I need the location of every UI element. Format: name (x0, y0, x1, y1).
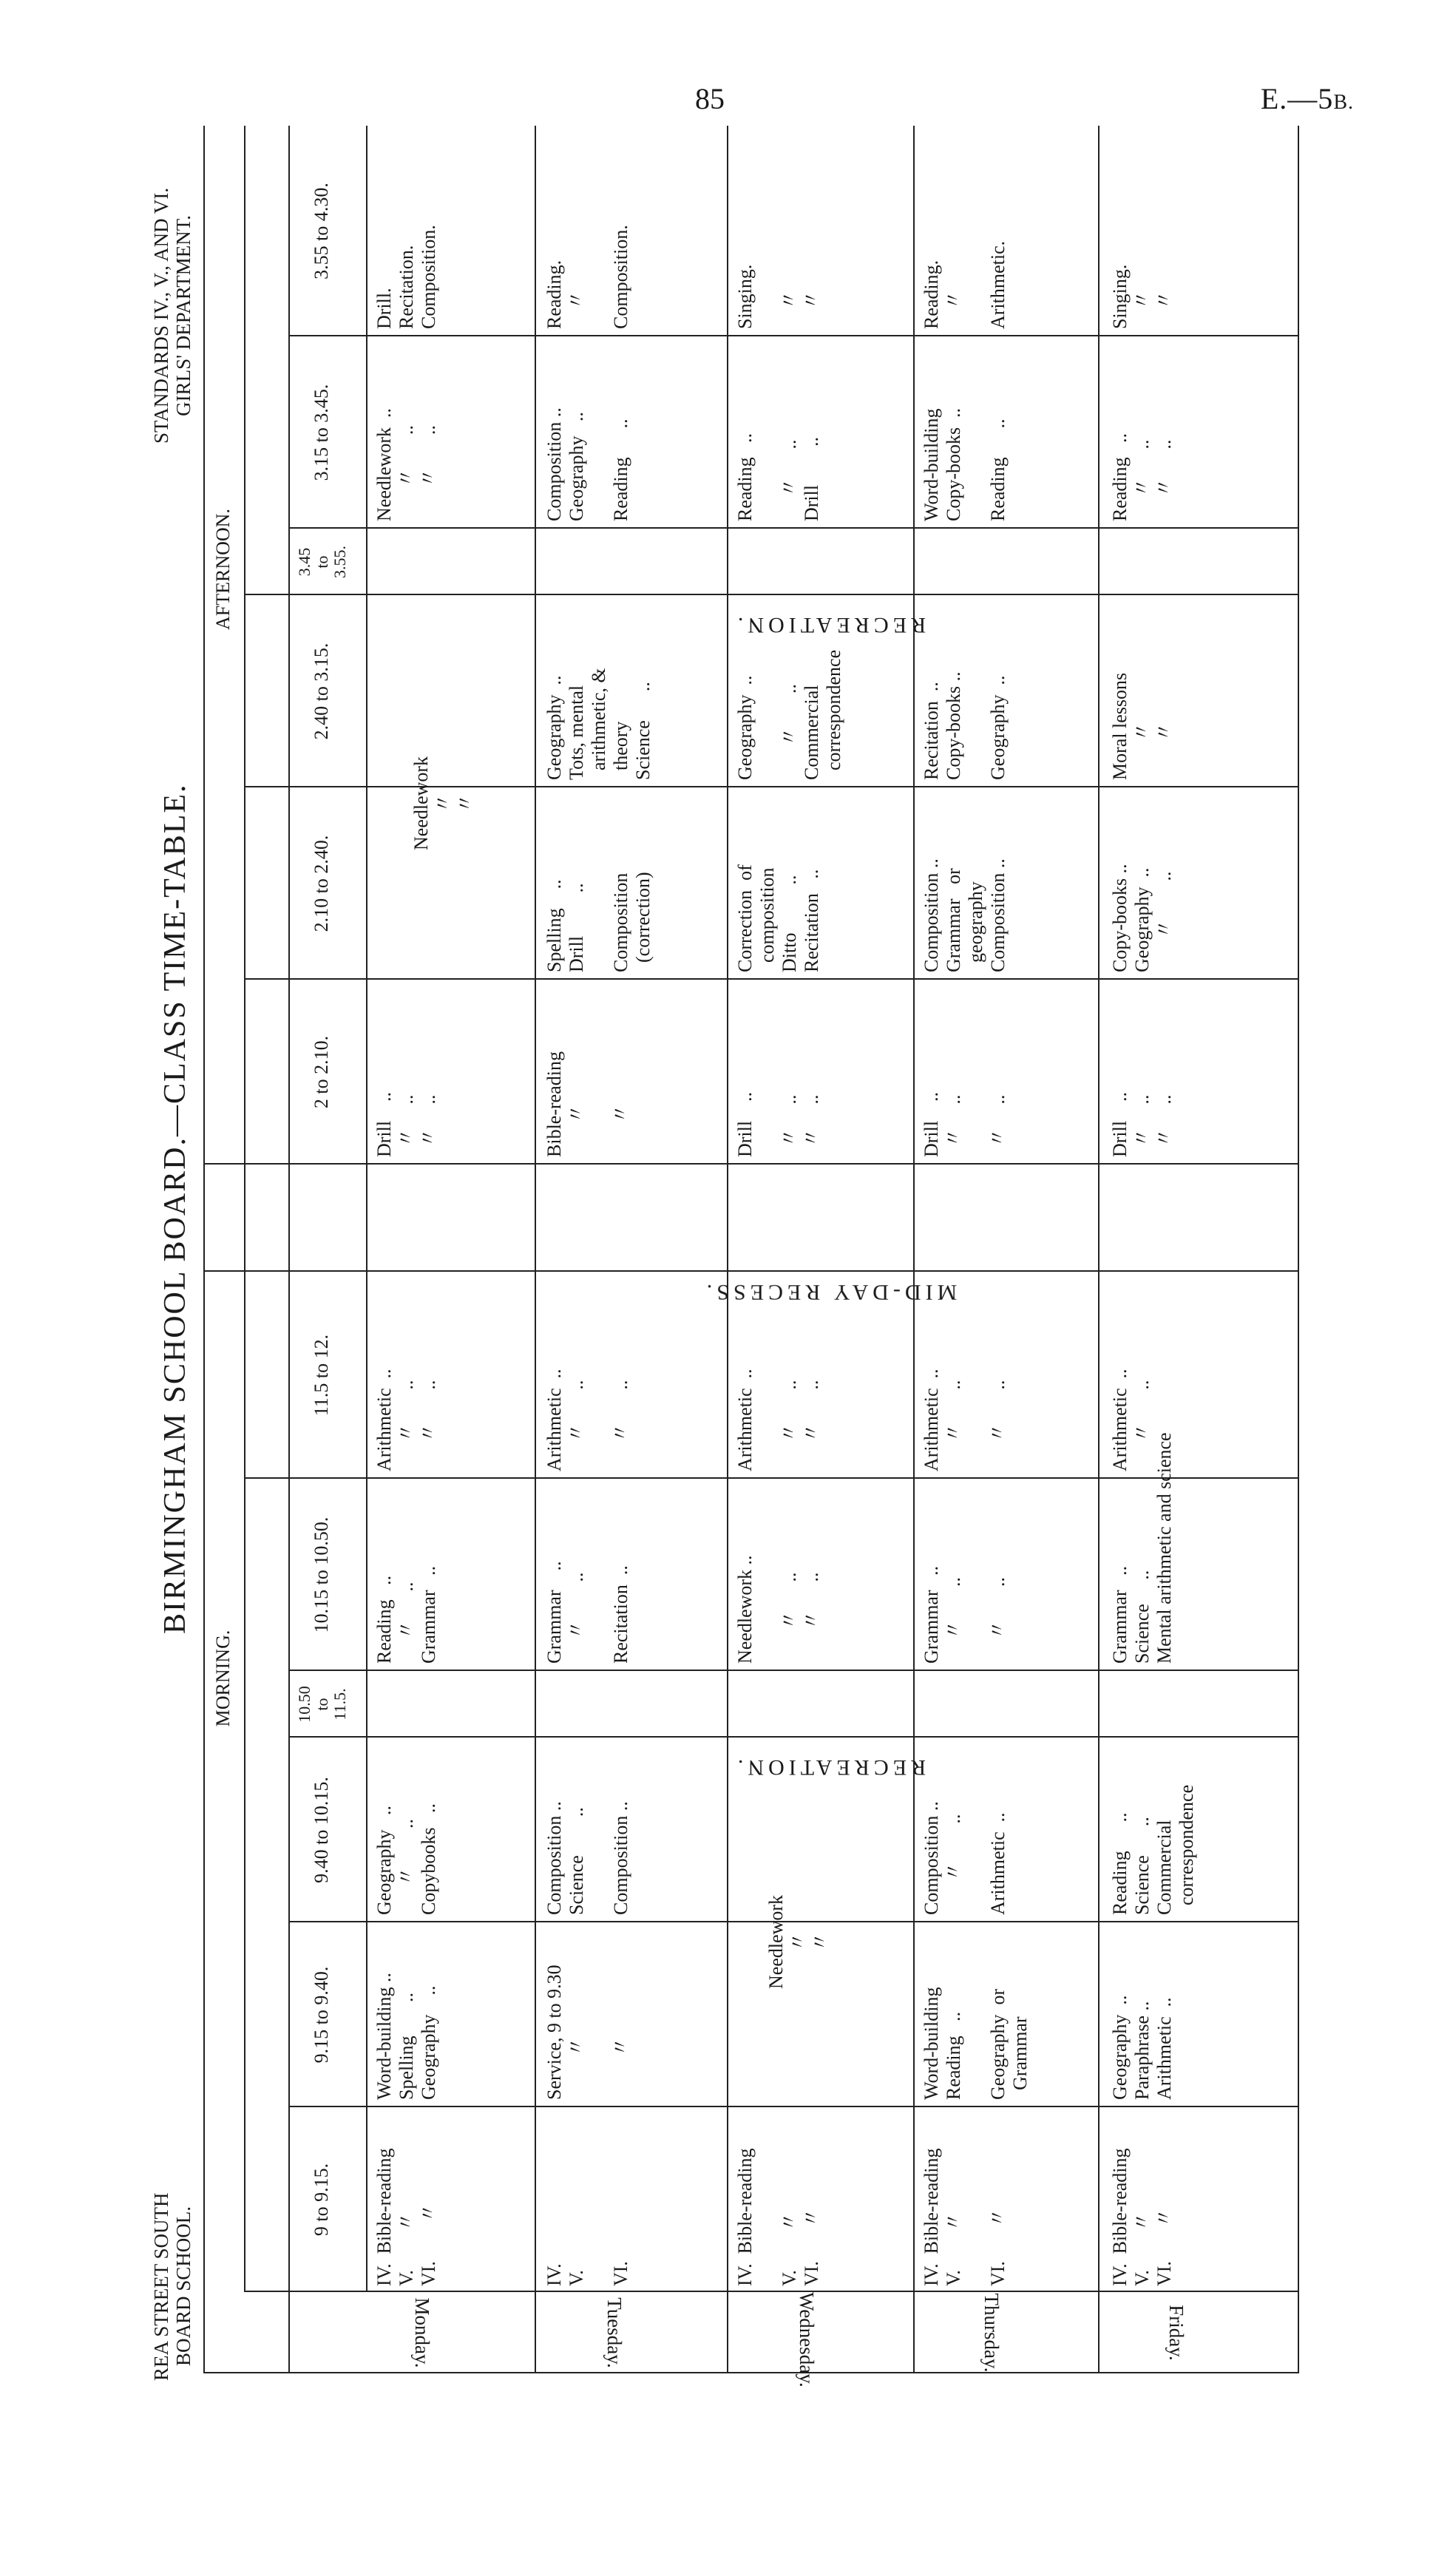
cell-mon-t5: Reading .. 〃 .. Grammar .. (373, 1565, 439, 1664)
cell-wed-t8: Correction of composition Ditto .. Recitation .. (734, 864, 822, 972)
cell-thu-t9: Recitation .. Copy-books .. Geography .. (921, 671, 1009, 780)
timetable-sheet (129, 126, 1305, 2403)
page-code (1261, 81, 1354, 116)
cell-tue-t8: Spelling .. Drill .. Composition (correction) (543, 872, 654, 972)
cell-fri-t11: Reading .. 〃 .. 〃 .. (1109, 433, 1175, 521)
frame-left (203, 2372, 1298, 2373)
col-sep-6 (203, 1270, 1298, 1272)
cell-thu-t3: Composition .. 〃 .. Arithmetic .. (921, 1801, 1009, 1915)
cell-tue-t7: Bible-reading 〃 〃 (543, 1051, 631, 1157)
day-thursday: Thursday. (980, 2293, 1003, 2373)
cell-tue-t2: Service, 9 to 9.30 〃 〃 (543, 1965, 631, 2100)
cell-tue-t12: Reading. 〃 Composition. (543, 225, 631, 329)
time-header-7: 2 to 2.10. (311, 1035, 332, 1109)
row-sep-1 (535, 126, 536, 2373)
afternoon-header: AFTERNOON. (212, 509, 234, 630)
day-monday: Monday. (411, 2297, 433, 2368)
header-rule-1 (288, 126, 290, 2373)
school-line-2: BOARD SCHOOL. (172, 2206, 194, 2366)
cell-fri-t6: Arithmetic .. 〃 .. (1109, 1369, 1153, 1471)
header-rule-2 (244, 126, 245, 2292)
cell-wed-t7: Drill .. 〃 .. 〃 .. (734, 1091, 822, 1157)
cell-fri-t1: IV. Bible-reading V. 〃 VI. 〃 (1109, 2148, 1175, 2286)
cell-thu-t8: Composition .. Grammar or geography Composition .. (921, 858, 1009, 972)
row-sep-4 (1098, 126, 1100, 2373)
page-code-prefix: E.—5 (1260, 82, 1334, 115)
time-header-8: 2.10 to 2.40. (311, 835, 332, 932)
cell-mon-t3: Geography .. 〃 .. Copybooks .. (373, 1803, 439, 1915)
page-code-suffix: B. (1333, 91, 1354, 114)
midday-recess-label: MID-DAY RECESS. (702, 1280, 958, 1305)
time-header-6: 11.5 to 12. (311, 1334, 332, 1417)
cell-fri-t12: Singing. 〃 〃 (1109, 264, 1175, 329)
cell-tue-t3: Composition .. Science .. Composition .. (543, 1801, 631, 1915)
cell-fri-t3: Reading .. Science .. Commercial correspondence (1109, 1784, 1197, 1915)
cell-thu-t1: IV. Bible-reading V. 〃 VI. 〃 (921, 2148, 1009, 2286)
recreation-afternoon-label: RECREATION. (733, 613, 926, 638)
col-sep-4 (288, 1670, 1298, 1671)
time-header-10b: to (313, 555, 331, 569)
cell-wed-t5: Needlework .. 〃 .. 〃 .. (734, 1555, 822, 1664)
col-sep-8 (244, 978, 1298, 980)
time-header-12: 3.55 to 4.30. (311, 183, 332, 279)
day-tuesday: Tuesday. (603, 2297, 626, 2368)
cell-thu-t2: Word-building Reading .. Geography or Grammar (921, 1987, 1031, 2100)
time-header-2: 9.15 to 9.40. (311, 1966, 332, 2064)
cell-mon-t8-9: Needlework 〃 〃 (410, 756, 476, 850)
header-rule-3 (366, 126, 367, 2292)
time-header-10 (296, 529, 349, 595)
time-header-9: 2.40 to 3.15. (311, 643, 332, 740)
col-sep-12 (288, 335, 1298, 336)
cell-tue-t1: IV. V. VI. (543, 2261, 631, 2286)
cell-wed-t12: Singing. 〃 〃 (734, 264, 822, 329)
cell-fri-t9: Moral lessons 〃 〃 (1109, 672, 1175, 780)
cell-wed-t11: Reading .. 〃 .. Drill .. (734, 433, 822, 521)
school-line-1: REA STREET SOUTH (150, 2192, 172, 2381)
cell-wed-t6: Arithmetic .. 〃 .. 〃 .. (734, 1369, 822, 1471)
recreation-morning (733, 1671, 926, 1780)
school-name (150, 2192, 194, 2381)
cell-thu-t11: Word-building Copy-books .. Reading .. (921, 407, 1009, 521)
recreation-afternoon (733, 529, 926, 638)
frame-bottom (1298, 126, 1299, 2373)
cell-mon-t2: Word-building .. Spelling .. Geography .. (373, 1973, 439, 2100)
cell-fri-t5: Grammar .. Science .. Mental arithmetic and science (1109, 1432, 1175, 1664)
time-header-5: 10.15 to 10.50. (311, 1516, 332, 1633)
frame-top (203, 126, 205, 2373)
col-sep-1 (288, 2106, 1298, 2107)
col-sep-3 (288, 1736, 1298, 1738)
cell-mon-t1: IV. Bible-reading V. 〃 VI. 〃 (373, 2148, 439, 2286)
cell-wed-t9: Geography .. 〃 .. Commercial correspondence (734, 649, 844, 780)
time-header-10a: 3.45 (295, 547, 314, 577)
cell-thu-t12: Reading. 〃 Arithmetic. (921, 240, 1009, 329)
time-header-4a: 10.50 (295, 1686, 314, 1723)
recreation-morning-label: RECREATION. (733, 1755, 926, 1780)
standards (150, 188, 194, 444)
cell-mon-t6: Arithmetic .. 〃 .. 〃 .. (373, 1369, 439, 1471)
cell-fri-t8: Copy-books .. Geography .. 〃 .. (1109, 864, 1175, 972)
cell-fri-t7: Drill .. 〃 .. 〃 .. (1109, 1091, 1175, 1157)
row-sep-3 (913, 126, 915, 2373)
cell-thu-t7: Drill .. 〃 .. 〃 .. (921, 1091, 1009, 1157)
midday-recess (702, 1165, 958, 1305)
time-header-11: 3.15 to 3.45. (311, 384, 332, 481)
col-sep-7 (203, 1163, 1298, 1165)
col-sep-10 (244, 594, 1298, 595)
time-header-10c: 3.55. (331, 546, 349, 578)
time-header-4c: 11.5. (331, 1688, 349, 1721)
cell-thu-t5: Grammar .. 〃 .. 〃 .. (921, 1565, 1009, 1664)
time-header-3: 9.40 to 10.15. (311, 1777, 332, 1883)
cell-wed-t2-3: Needlework 〃 〃 (765, 1894, 831, 1989)
col-sep-9 (244, 786, 1298, 787)
standards-line-2: GIRLS' DEPARTMENT. (172, 215, 194, 416)
cell-tue-t6: Arithmetic .. 〃 .. 〃 .. (543, 1369, 631, 1471)
page-number: 85 (695, 82, 725, 115)
cell-tue-t9: Geography .. Tots, mental arithmetic, & theory Science .. (543, 668, 654, 780)
cell-thu-t6: Arithmetic .. 〃 .. 〃 .. (921, 1369, 1009, 1471)
cell-tue-t11: Composition .. Geography .. Reading .. (543, 407, 631, 521)
day-wednesday: Wednesday. (796, 2292, 818, 2387)
standards-line-1: STANDARDS IV., V., AND VI. (150, 187, 172, 444)
time-header-1: 9 to 9.15. (311, 2163, 332, 2237)
morning-header: MORNING. (212, 1630, 234, 1727)
col-sep-11 (288, 527, 1298, 529)
time-header-4b: to (313, 1698, 331, 1711)
time-header-4 (296, 1671, 349, 1738)
cell-mon-t11: Needlework .. 〃 .. 〃 .. (373, 407, 439, 521)
cell-mon-t7: Drill .. 〃 .. 〃 .. (373, 1091, 439, 1157)
row-sep-2 (727, 126, 728, 2373)
cell-wed-t1: IV. Bible-reading V. 〃 VI. 〃 (734, 2148, 822, 2286)
cell-mon-t12: Drill. Recitation. Composition. (373, 225, 439, 329)
day-column-rule (244, 2291, 1298, 2292)
day-friday: Friday. (1165, 2305, 1188, 2361)
page-title: BIRMINGHAM SCHOOL BOARD.—CLASS TIME-TABLE. (158, 783, 192, 1634)
cell-tue-t5: Grammar .. 〃 .. Recitation .. (543, 1561, 631, 1664)
cell-fri-t2: Geography .. Paraphrase .. Arithmetic .. (1109, 1995, 1175, 2100)
